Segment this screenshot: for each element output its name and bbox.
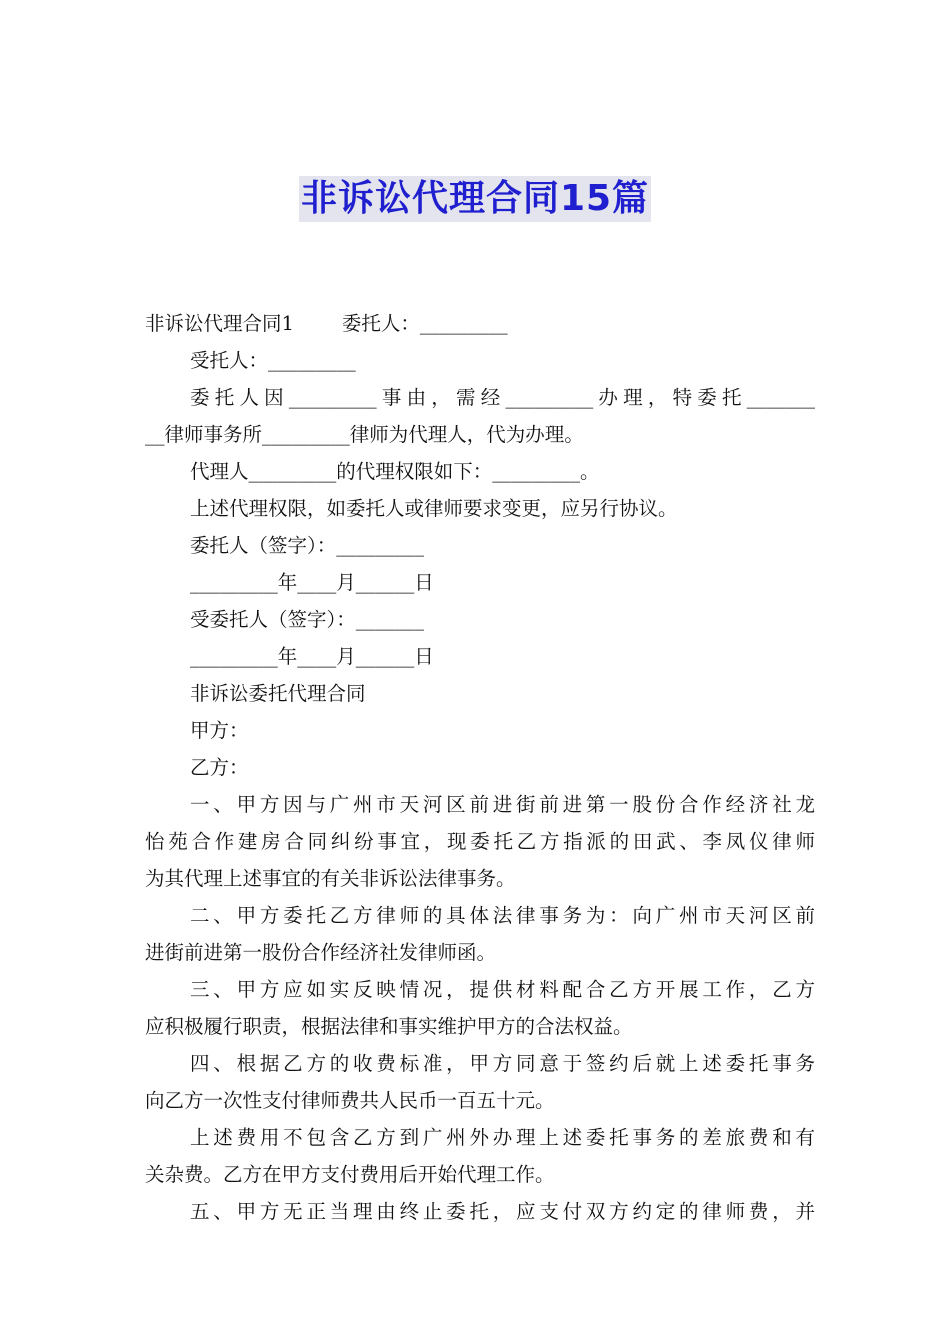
contract-heading: 非诉讼代理合同1	[145, 312, 294, 335]
title-container	[0, 176, 950, 222]
paragraph-line: 代理人_________的代理权限如下：_________。	[190, 460, 600, 483]
paragraph-line: 应积极履行职责，根据法律和事实维护甲方的合法权益。	[145, 1015, 633, 1038]
party-b-line: 乙方：	[190, 756, 249, 779]
date-line: _________年____月______日	[190, 571, 434, 594]
paragraph-line: 三、甲方应如实反映情况，提供材料配合乙方开展工作，乙方	[190, 978, 815, 1001]
section-heading: 非诉讼委托代理合同	[190, 682, 366, 705]
paragraph-line: 受托人：_________	[190, 349, 356, 372]
paragraph-line: 为其代理上述事宜的有关非诉讼法律事务。	[145, 867, 516, 890]
signature-line: 受委托人（签字）：_______	[190, 608, 425, 631]
paragraph-line: 向乙方一次性支付律师费共人民币一百五十元。	[145, 1089, 555, 1112]
paragraph-line: 上述代理权限，如委托人或律师要求变更，应另行协议。	[190, 497, 678, 520]
paragraph-line: 进街前进第一股份合作经济社发律师函。	[145, 941, 497, 964]
party-a-line: 甲方：	[190, 719, 249, 742]
signature-line: 委托人（签字）：_________	[190, 534, 425, 557]
document-body	[145, 305, 815, 1230]
paragraph-line: 四、根据乙方的收费标准，甲方同意于签约后就上述委托事务	[190, 1052, 815, 1075]
date-line: _________年____月______日	[190, 645, 434, 668]
paragraph-line: 委托人因_________事由，需经_________办理，特委托_______	[190, 386, 815, 409]
paragraph-line: __律师事务所_________律师为代理人，代为办理。	[145, 423, 584, 446]
document-title: 非诉讼代理合同15篇	[299, 176, 651, 222]
paragraph-line: 一、甲方因与广州市天河区前进街前进第一股份合作经济社龙	[190, 793, 815, 816]
paragraph-line: 二、甲方委托乙方律师的具体法律事务为：向广州市天河区前	[190, 904, 815, 927]
paragraph-line: 关杂费。乙方在甲方支付费用后开始代理工作。	[145, 1163, 555, 1186]
principal-field: 委托人：_________	[341, 312, 508, 335]
first-line	[145, 305, 815, 342]
paragraph-line: 五、甲方无正当理由终止委托，应支付双方约定的律师费，并	[190, 1200, 815, 1223]
paragraph-line: 怡苑合作建房合同纠纷事宜，现委托乙方指派的田武、李凤仪律师	[145, 830, 815, 853]
paragraph-line: 上述费用不包含乙方到广州外办理上述委托事务的差旅费和有	[190, 1126, 815, 1149]
